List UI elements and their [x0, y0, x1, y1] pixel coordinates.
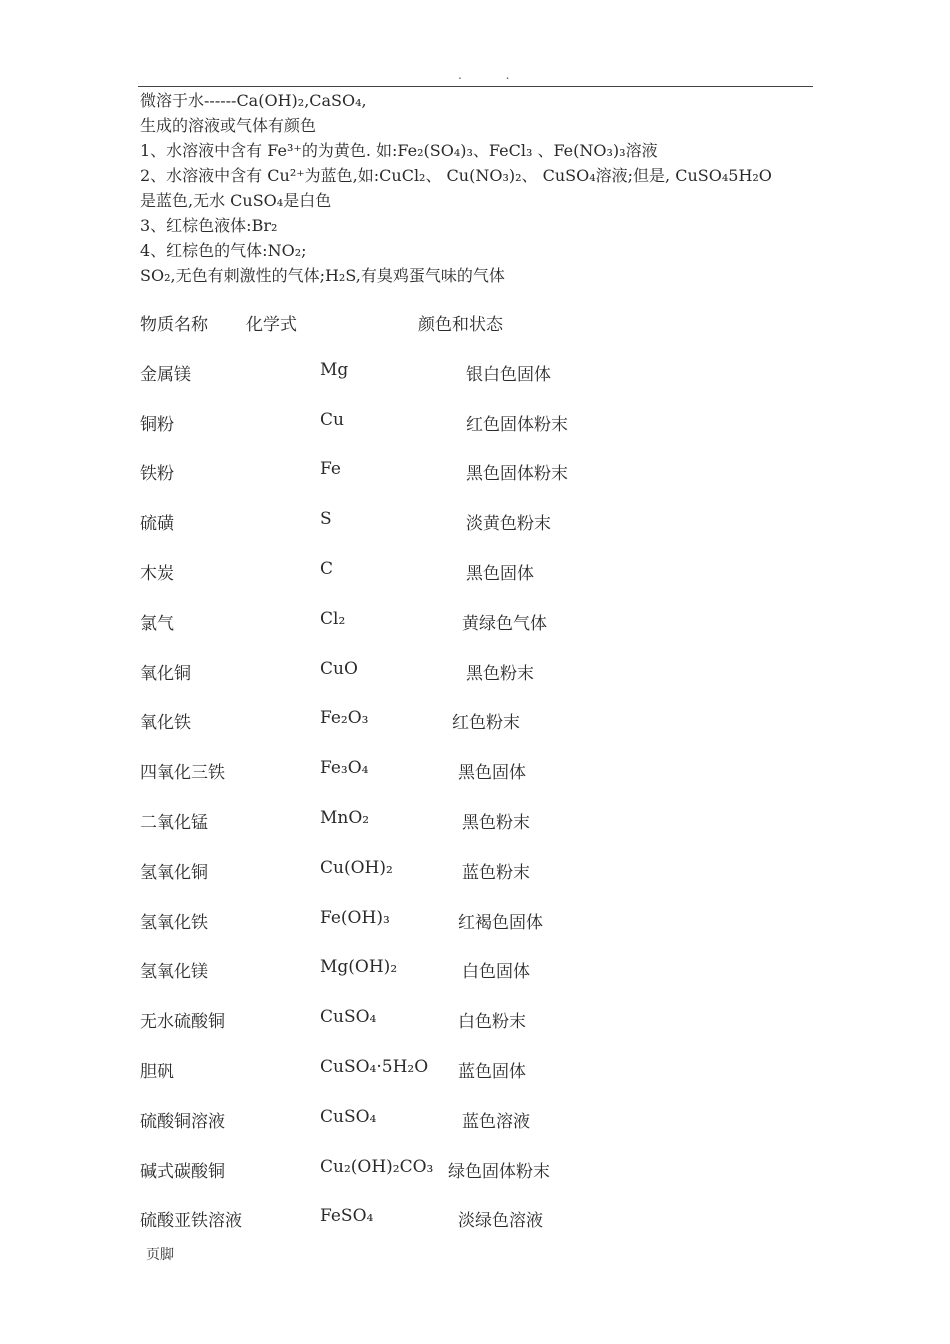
formula: Fe₃O₄: [320, 758, 369, 779]
table-row: [140, 360, 820, 410]
intro-line: 3、红棕色液体:Br₂: [140, 216, 278, 235]
table-row: [140, 858, 820, 908]
substance-name: 氢氧化铜: [140, 862, 208, 883]
substance-name: 硫磺: [140, 514, 174, 535]
formula: CuO: [320, 658, 358, 679]
intro-line: 生成的溶液或气体有颜色: [140, 116, 317, 135]
formula: Cu(OH)₂: [320, 857, 393, 878]
color-state: 淡黄色粉末: [466, 514, 551, 535]
intro-line: 微溶于水------Ca(OH)₂,CaSO₄,: [140, 91, 367, 110]
color-state: 红色固体粉末: [466, 414, 568, 435]
formula: MnO₂: [320, 807, 370, 828]
table-row: [140, 1157, 820, 1207]
substance-name: 氧化铜: [140, 663, 191, 684]
formula: Fe₂O₃: [320, 708, 369, 729]
substance-name: 氯气: [140, 613, 174, 634]
substance-name: 硫酸亚铁溶液: [140, 1211, 242, 1232]
table-header: [140, 310, 820, 360]
color-state: 黑色固体: [466, 563, 534, 584]
formula: Mg(OH)₂: [320, 957, 398, 978]
color-state: 黑色粉末: [462, 812, 530, 833]
formula: CuSO₄: [320, 1106, 377, 1127]
table-row: [140, 459, 820, 509]
color-state: 黑色粉末: [466, 663, 534, 684]
color-state: 黄绿色气体: [462, 613, 547, 634]
color-state: 绿色固体粉末: [448, 1161, 550, 1182]
color-state: 蓝色溶液: [462, 1111, 530, 1132]
formula: S: [320, 509, 332, 530]
substance-name: 胆矾: [140, 1061, 174, 1082]
color-state: 蓝色固体: [458, 1061, 526, 1082]
footer-label: 页脚: [146, 1247, 174, 1263]
intro-text: [140, 88, 820, 288]
table-row: [140, 1007, 820, 1057]
color-state: 黑色固体: [458, 763, 526, 784]
substance-name: 铁粉: [140, 464, 174, 485]
substance-name: 四氧化三铁: [140, 763, 225, 784]
substance-table: [140, 310, 820, 1256]
substance-name: 氢氧化镁: [140, 962, 208, 983]
color-state: 白色固体: [462, 962, 530, 983]
formula: Fe(OH)₃: [320, 907, 390, 928]
formula: Mg: [320, 359, 349, 380]
table-body: [140, 360, 820, 1256]
table-row: [140, 609, 820, 659]
substance-name: 金属镁: [140, 364, 191, 385]
formula: Fe: [320, 459, 341, 480]
table-row: [140, 659, 820, 709]
color-state: 黑色固体粉末: [466, 464, 568, 485]
formula: Cl₂: [320, 608, 346, 629]
formula: FeSO₄: [320, 1206, 374, 1227]
color-state: 淡绿色溶液: [458, 1211, 543, 1232]
table-row: [140, 908, 820, 958]
substance-name: 氢氧化铁: [140, 912, 208, 933]
table-row: [140, 758, 820, 808]
header-mark: . .: [458, 68, 530, 82]
table-row: [140, 1057, 820, 1107]
color-state: 红褐色固体: [458, 912, 543, 933]
substance-name: 二氧化锰: [140, 812, 208, 833]
formula: CuSO₄·5H₂O: [320, 1056, 429, 1077]
formula: Cu: [320, 409, 344, 430]
substance-name: 氧化铁: [140, 713, 191, 734]
table-row: [140, 410, 820, 460]
table-row: [140, 1107, 820, 1157]
substance-name: 碱式碳酸铜: [140, 1161, 225, 1182]
intro-line: 是蓝色,无水 CuSO₄是白色: [140, 191, 332, 210]
header-desc: 颜色和状态: [418, 315, 503, 335]
intro-line: 2、水溶液中含有 Cu²⁺为蓝色,如:CuCl₂、 Cu(NO₃)₂、 CuSO₄溶液;但是, CuSO₄5H₂O: [140, 166, 772, 185]
substance-name: 铜粉: [140, 414, 174, 435]
substance-name: 无水硫酸铜: [140, 1012, 225, 1033]
header-rule: [138, 86, 813, 87]
substance-name: 硫酸铜溶液: [140, 1111, 225, 1132]
table-row: [140, 509, 820, 559]
color-state: 蓝色粉末: [462, 862, 530, 883]
color-state: 银白色固体: [466, 364, 551, 385]
table-row: [140, 559, 820, 609]
intro-line: 1、水溶液中含有 Fe³⁺的为黄色. 如:Fe₂(SO₄)₃、FeCl₃ 、Fe(NO₃)₃溶液: [140, 141, 658, 160]
header-name: 物质名称: [140, 315, 208, 335]
table-row: [140, 1206, 820, 1256]
color-state: 红色粉末: [452, 713, 520, 734]
table-row: [140, 808, 820, 858]
substance-name: 木炭: [140, 563, 174, 584]
color-state: 白色粉末: [458, 1012, 526, 1033]
table-row: [140, 957, 820, 1007]
header-formula: 化学式: [246, 315, 297, 335]
intro-line: 4、红棕色的气体:NO₂;: [140, 241, 307, 260]
intro-line: SO₂,无色有刺激性的气体;H₂S,有臭鸡蛋气味的气体: [140, 266, 505, 285]
formula: C: [320, 558, 334, 579]
formula: Cu₂(OH)₂CO₃: [320, 1156, 434, 1177]
table-row: [140, 708, 820, 758]
formula: CuSO₄: [320, 1007, 377, 1028]
